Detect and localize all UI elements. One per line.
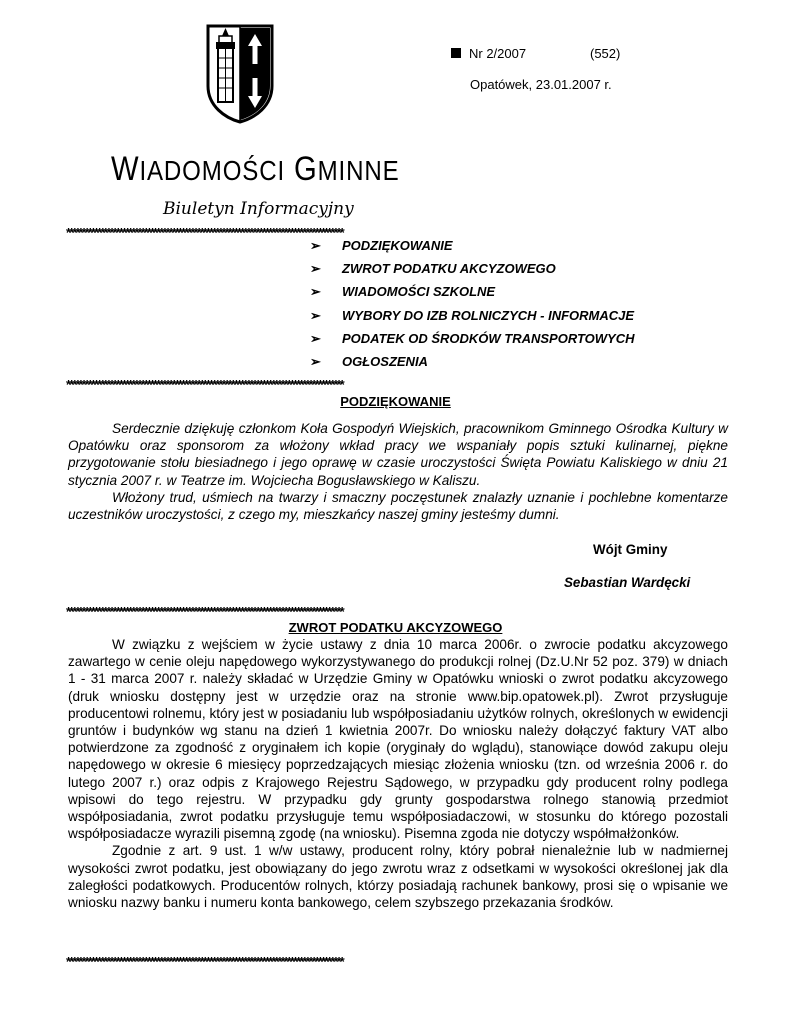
masthead-title: WIADOMOŚCI GMINNE xyxy=(111,150,400,188)
separator: ***************************************************************************************** xyxy=(66,955,343,969)
coat-of-arms-icon xyxy=(205,24,275,124)
arrow-bullet-icon: ➢ xyxy=(310,307,321,323)
arrow-bullet-icon: ➢ xyxy=(310,261,321,277)
separator: ***************************************************************************************** xyxy=(66,605,343,619)
toc-item: ➢ WIADOMOŚCI SZKOLNE xyxy=(310,284,496,300)
arrow-bullet-icon: ➢ xyxy=(310,238,321,253)
signature-name: Sebastian Wardęcki xyxy=(564,575,691,590)
toc-item: ➢ PODZIĘKOWANIE xyxy=(310,238,453,253)
issue-date: Opatówek, 23.01.2007 r. xyxy=(470,77,612,92)
toc-item: ➢ ZWROT PODATKU AKCYZOWEGO xyxy=(310,261,556,277)
section-heading-excise: ZWROT PODATKU AKCYZOWEGO xyxy=(288,620,503,635)
issue-total: (552) xyxy=(590,46,621,61)
toc-item: ➢ OGŁOSZENIA xyxy=(310,353,428,369)
toc-item: ➢ WYBORY DO IZB ROLNICZYCH - INFORMACJE xyxy=(310,307,635,323)
paragraph: Zgodnie z art. 9 ust. 1 w/w ustawy, producent rolny, który pobrał nienależnie lub w nadmiernej wysokości zwrot podatku, jest obowiązany do jego zwrotu wraz z odsetkami w wysokości określonej jak dla zaległości podatkowych. Producentów rolnych, którzy posiadają rachunek bankowy, prosi się o wpisanie we wniosku nazwy banku i numeru konta bankowego, celem szybszego przekazania środków. xyxy=(68,843,728,911)
excise-body xyxy=(68,636,728,911)
table-of-contents xyxy=(310,238,635,377)
arrow-bullet-icon: ➢ xyxy=(310,353,321,369)
section-heading-thanks: PODZIĘKOWANIE xyxy=(340,394,451,409)
issue-number xyxy=(451,46,621,61)
arrow-bullet-icon: ➢ xyxy=(310,330,321,346)
paragraph: Włożony trud, uśmiech na twarzy i smaczny poczęstunek znalazły uznanie i pochlebne komentarze uczestników uroczystości, z czego my, mieszkańcy naszej gminy jesteśmy dumni. xyxy=(68,489,728,523)
bullet-square-icon xyxy=(451,48,461,58)
separator: ***************************************************************************************** xyxy=(66,378,343,392)
signature-title: Wójt Gminy xyxy=(593,542,668,557)
issue-number-text: Nr 2/2007 xyxy=(469,46,527,61)
separator: ***************************************************************************************** xyxy=(66,226,343,240)
paragraph: W związku z wejściem w życie ustawy z dnia 10 marca 2006r. o zwrocie podatku akcyzowego zawartego w cenie oleju napędowego wykorzystywanego do produkcji rolnej (Dz.U.Nr 52 poz. 379) w dniach 1 - 31 marca 2007 r. należy składać w Urzędzie Gminy w Opatówku wnioski o zwrot podatku akcyzowego (druk wniosku dostępny jest w urzędzie oraz na stronie www.bip.opatowek.pl). Zwrot przysługuje producentowi rolnemu, który jest w posiadaniu lub współposiadaniu użytków rolnych, określonych w ewidencji gruntów i budynków wg stanu na dzień 1 kwietnia 2007r. Do wniosku należy dołączyć faktury VAT albo potwierdzone za zgodność z oryginałem ich kopie (oryginały do wglądu), stanowiące dowód zakupu oleju napędowego w okresie 6 miesięcy poprzedzających miesiąc złożenia wniosku (tzn. od września 2006 r. do lutego 2007 r.) oraz odpis z Krajowego Rejestru Sądowego, w przypadku gdy producent rolny podlega wpisowi do tego rejestru. W przypadku gdy grunty gospodarstwa rolnego stanowią przedmiot współposiadania, zwrot podatku przysługuje temu współposiadaczowi, w stosunku do którego pozostali współposiadacze wyrazili pisemną zgodę (na wniosku). Pisemna zgoda nie dotyczy współmałżonków. xyxy=(68,637,728,842)
toc-item: ➢ PODATEK OD ŚRODKÓW TRANSPORTOWYCH xyxy=(310,330,635,346)
thanks-body xyxy=(68,420,728,523)
arrow-bullet-icon: ➢ xyxy=(310,284,321,300)
masthead-subtitle: Biuletyn Informacyjny xyxy=(163,199,354,219)
paragraph: Serdecznie dziękuję członkom Koła Gospodyń Wiejskich, pracownikom Gminnego Ośrodka Kultury w Opatówku oraz sponsorom za włożony wkład pracy we wspaniały popis sztuki kulinarnej, piękne przygotowanie stołu biesiadnego i jego oprawę w czasie uroczystości Święta Powiatu Kaliskiego w dniu 21 stycznia 2007 r. w Teatrze im. Wojciecha Bogusławskiego w Kaliszu. xyxy=(68,421,728,488)
